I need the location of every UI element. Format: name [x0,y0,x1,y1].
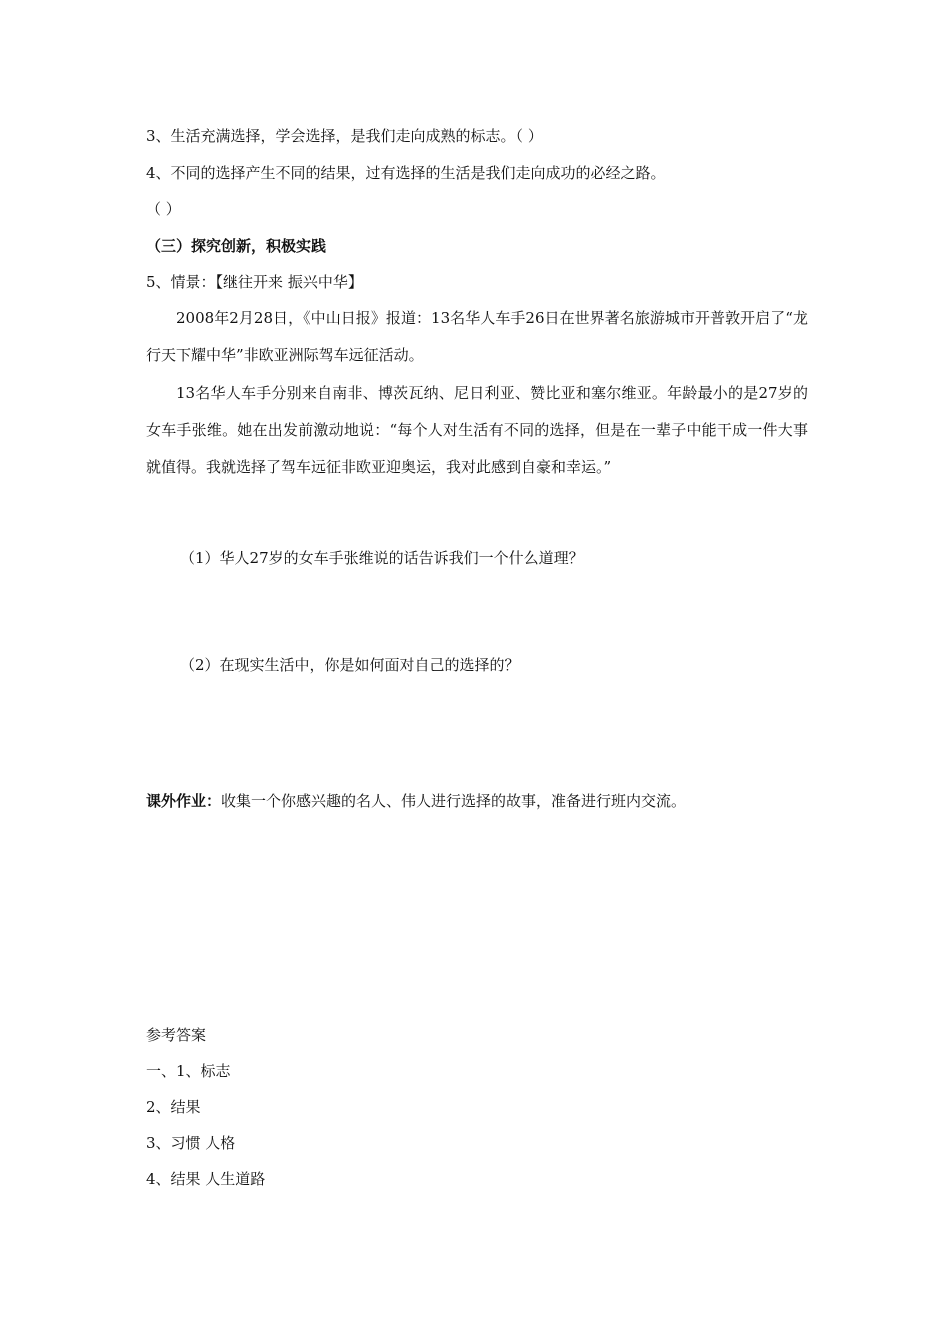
scenario-paragraph-1: 2008年2月28日，《中山日报》报道：13名华人车手26日在世界著名旅游城市开普敦开启了“龙行天下耀中华”非欧亚洲际驾车远征活动。 [146,309,808,364]
judgement-q4-paren: （ ） [146,200,181,218]
scenario-paragraph-2: 13名华人车手分别来自南非、博茨瓦纳、尼日利亚、赞比亚和塞尔维亚。年龄最小的是27岁的女车手张维。她在出发前激动地说：“每个人对生活有不同的选择，但是在一辈子中能干成一件大事就值得。我就选择了驾车远征非欧亚迎奥运，我对此感到自豪和幸运。” [146,384,808,476]
section3-heading: （三）探究创新，积极实践 [146,237,327,255]
answer-4: 4、结果 人生道路 [146,1170,266,1188]
homework-line [146,791,686,811]
homework-text: 收集一个你感兴趣的名人、伟人进行选择的故事，准备进行班内交流。 [221,792,687,810]
q5-prefix: 5、情景： [146,273,216,291]
answer-3: 3、习惯 人格 [146,1134,236,1152]
q5-line [146,272,363,292]
q5-title: 【继往开来 振兴中华】 [215,273,363,291]
homework-label: 课外作业： [146,792,222,810]
judgement-q4: 4、不同的选择产生不同的结果，过有选择的生活是我们走向成功的必经之路。 [146,164,666,182]
answers-heading: 参考答案 [146,1026,207,1044]
answer-1: 一、1、标志 [146,1062,231,1080]
judgement-q3: 3、生活充满选择，学会选择，是我们走向成熟的标志。（ ） [146,127,543,145]
answer-2: 2、结果 [146,1098,201,1116]
sub-question-1: （1）华人27岁的女车手张维说的话告诉我们一个什么道理？ [180,549,584,567]
sub-question-2: （2）在现实生活中，你是如何面对自己的选择的？ [180,656,520,674]
